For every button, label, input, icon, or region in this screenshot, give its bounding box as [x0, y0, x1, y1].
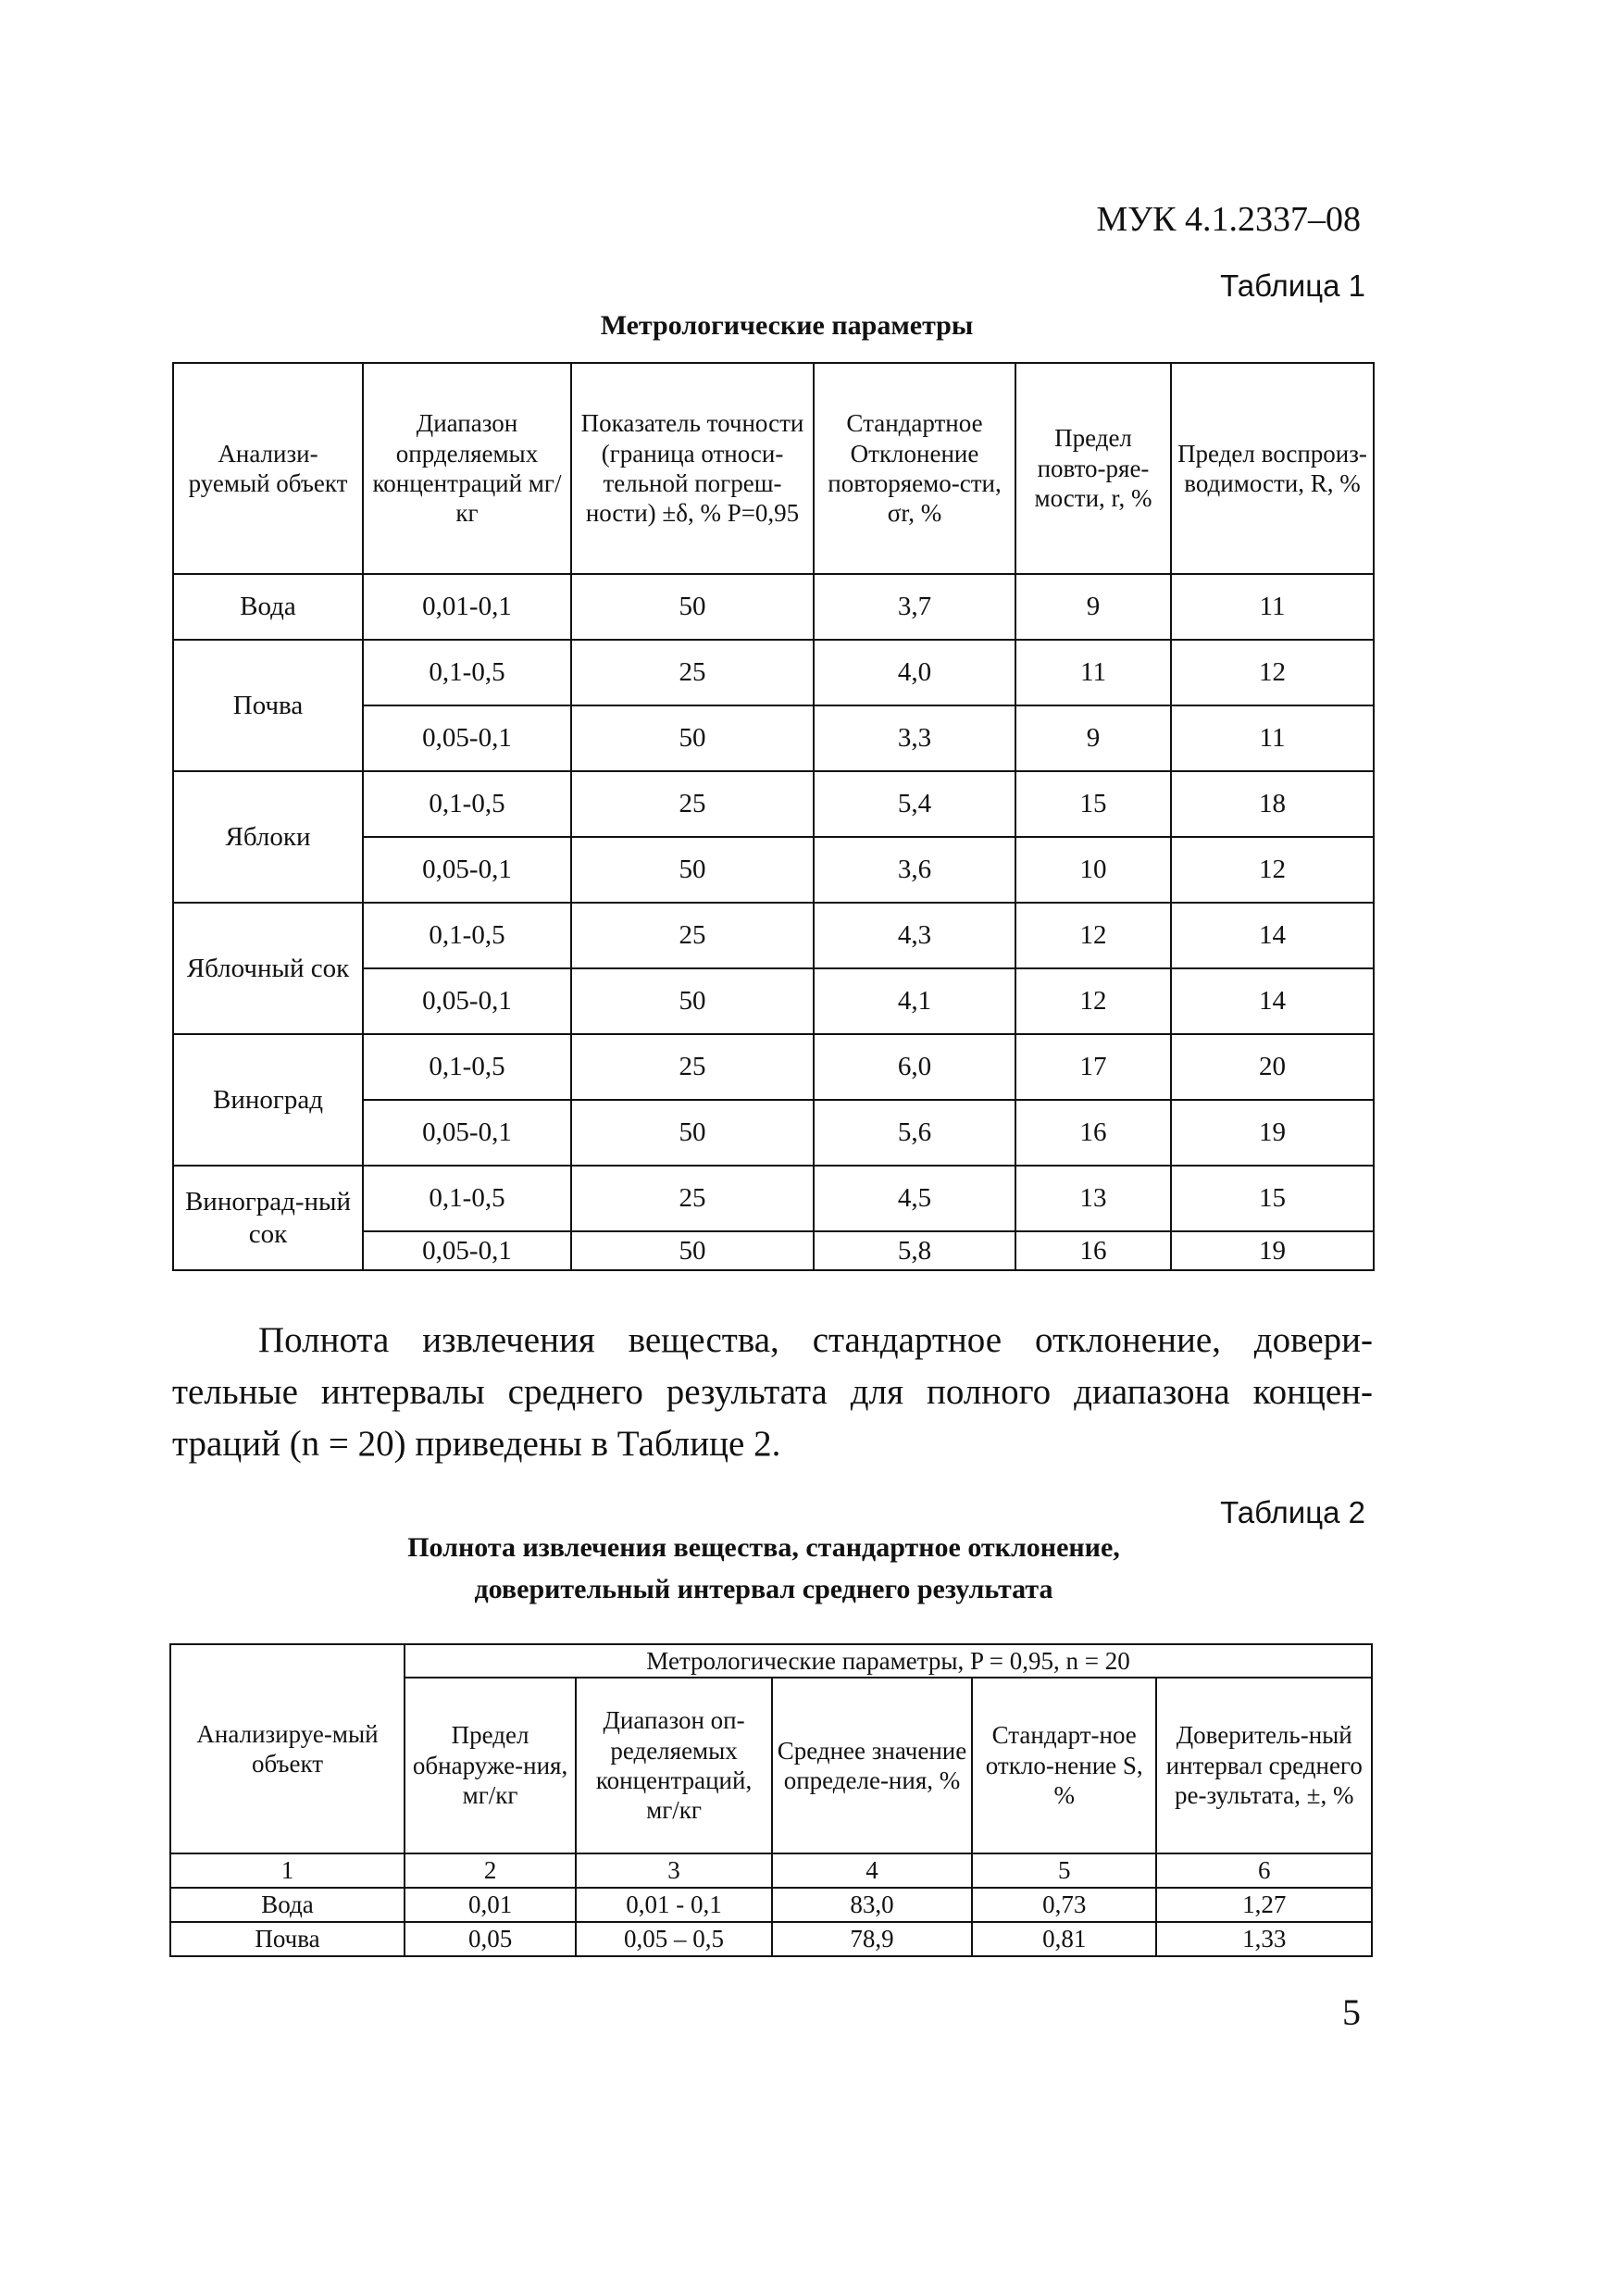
object-cell: Виноград [173, 1034, 363, 1166]
table-cell: 25 [571, 771, 814, 837]
object-cell: Яблочный сок [173, 903, 363, 1034]
metrology-table [172, 362, 1375, 1271]
table-cell: 78,9 [772, 1922, 972, 1956]
table-cell: 12 [1171, 837, 1374, 903]
table-cell: 19 [1171, 1100, 1374, 1166]
table-cell: 0,1-0,5 [363, 1034, 571, 1100]
table-cell: 3,6 [814, 837, 1015, 903]
table-cell: 50 [571, 1231, 814, 1270]
table-cell: 0,05-0,1 [363, 837, 571, 903]
table2-label: Таблица 2 [1220, 1495, 1365, 1529]
paragraph-line: траций (n = 20) приведены в Таблице 2. [172, 1424, 781, 1464]
group-header: Метрологические параметры, P = 0,95, n = 20 [405, 1644, 1372, 1678]
table2-title-line1: Полнота извлечения вещества, стандартное отклонение, [407, 1532, 1120, 1563]
table-cell: 0,1-0,5 [363, 1166, 571, 1231]
table-row [173, 1166, 1374, 1231]
paragraph-line: тельные интервалы среднего результата для полного диапазона концен- [172, 1372, 1373, 1412]
column-number: 4 [772, 1853, 972, 1888]
table-cell: 10 [1015, 837, 1171, 903]
column-header: Стандартное Отклонение повторяемо-сти, σr, % [814, 363, 1015, 574]
table-cell: 1,27 [1156, 1888, 1372, 1922]
table-cell: 0,1-0,5 [363, 640, 571, 705]
table-cell: 3,3 [814, 705, 1015, 771]
table-cell: 50 [571, 1100, 814, 1166]
object-cell: Вода [170, 1888, 405, 1922]
table-cell: 15 [1015, 771, 1171, 837]
column-number-row [170, 1853, 1372, 1888]
table-cell: 4,0 [814, 640, 1015, 705]
column-header: Диапазон опрделяемых концентраций мг/кг [363, 363, 571, 574]
table-cell: 0,1-0,5 [363, 771, 571, 837]
table-cell: 19 [1171, 1231, 1374, 1270]
table-cell: 4,3 [814, 903, 1015, 968]
table-header-row [170, 1644, 1372, 1678]
table-cell: 15 [1171, 1166, 1374, 1231]
table-cell: 0,01 [405, 1888, 576, 1922]
column-number: 2 [405, 1853, 576, 1888]
column-header: Предел воспроиз-водимости, R, % [1171, 363, 1374, 574]
table-cell: 25 [571, 1166, 814, 1231]
table2-title-line2: доверительный интервал среднего результата [474, 1574, 1053, 1604]
column-number: 5 [972, 1853, 1157, 1888]
column-number: 3 [576, 1853, 772, 1888]
table-cell: 25 [571, 903, 814, 968]
table-cell: 0,05 – 0,5 [576, 1922, 772, 1956]
table-cell: 11 [1171, 574, 1374, 640]
table1-title: Метрологические параметры [600, 310, 974, 341]
table-header-row [173, 363, 1374, 574]
table-cell: 4,5 [814, 1166, 1015, 1231]
table-cell: 16 [1015, 1231, 1171, 1270]
table-cell: 25 [571, 640, 814, 705]
table-cell: 0,05-0,1 [363, 1231, 571, 1270]
body-paragraph [172, 1315, 1373, 1470]
column-header: Среднее значение определе-ния, % [772, 1678, 972, 1853]
table-cell: 12 [1015, 968, 1171, 1034]
table-cell: 0,81 [972, 1922, 1157, 1956]
object-cell: Почва [173, 640, 363, 771]
table-cell: 12 [1015, 903, 1171, 968]
document-code: МУК 4.1.2337–08 [1096, 200, 1361, 239]
table-cell: 9 [1015, 705, 1171, 771]
table-cell: 4,1 [814, 968, 1015, 1034]
object-cell: Почва [170, 1922, 405, 1956]
table-row [173, 771, 1374, 837]
table-cell: 11 [1015, 640, 1171, 705]
table-cell: 83,0 [772, 1888, 972, 1922]
table-cell: 5,6 [814, 1100, 1015, 1166]
column-number: 6 [1156, 1853, 1372, 1888]
table-cell: 9 [1015, 574, 1171, 640]
object-cell: Виноград-ный сок [173, 1166, 363, 1270]
table-cell: 6,0 [814, 1034, 1015, 1100]
table-cell: 0,01 - 0,1 [576, 1888, 772, 1922]
table-cell: 0,73 [972, 1888, 1157, 1922]
table-cell: 20 [1171, 1034, 1374, 1100]
object-column-header: Анализируе-мый объект [170, 1644, 405, 1853]
column-header: Предел повто-ряе-мости, r, % [1015, 363, 1171, 574]
table-cell: 18 [1171, 771, 1374, 837]
table-cell: 50 [571, 837, 814, 903]
table-row [170, 1888, 1372, 1922]
table-cell: 0,01-0,1 [363, 574, 571, 640]
table1-label: Таблица 1 [1220, 268, 1365, 303]
column-header: Доверитель-ный интервал среднего ре-зультата, ±, % [1156, 1678, 1372, 1853]
column-header: Анализи-руемый объект [173, 363, 363, 574]
table-cell: 0,05 [405, 1922, 576, 1956]
object-cell: Яблоки [173, 771, 363, 903]
table-cell: 50 [571, 705, 814, 771]
object-cell: Вода [173, 574, 363, 640]
table-cell: 1,33 [1156, 1922, 1372, 1956]
table-cell: 17 [1015, 1034, 1171, 1100]
table-cell: 5,4 [814, 771, 1015, 837]
table-cell: 50 [571, 968, 814, 1034]
column-number: 1 [170, 1853, 405, 1888]
table-row [173, 574, 1374, 640]
table-cell: 0,05-0,1 [363, 968, 571, 1034]
table-row [173, 903, 1374, 968]
table-cell: 13 [1015, 1166, 1171, 1231]
table-cell: 25 [571, 1034, 814, 1100]
column-header: Предел обнаруже-ния, мг/кг [405, 1678, 576, 1853]
table-cell: 16 [1015, 1100, 1171, 1166]
table-cell: 0,1-0,5 [363, 903, 571, 968]
column-header: Диапазон оп-ределяемых концентраций, мг/кг [576, 1678, 772, 1853]
table-cell: 14 [1171, 968, 1374, 1034]
column-header: Показатель точности (граница относи-тельной погреш-ности) ±δ, % P=0,95 [571, 363, 814, 574]
table-cell: 0,05-0,1 [363, 1100, 571, 1166]
paragraph-line: Полнота извлечения вещества, стандартное отклонение, довери- [258, 1320, 1373, 1360]
table-cell: 5,8 [814, 1231, 1015, 1270]
page-number: 5 [1342, 1991, 1361, 2033]
table-row [173, 640, 1374, 705]
table-cell: 12 [1171, 640, 1374, 705]
table-cell: 0,05-0,1 [363, 705, 571, 771]
table-cell: 14 [1171, 903, 1374, 968]
table-row [173, 1034, 1374, 1100]
table-cell: 3,7 [814, 574, 1015, 640]
recovery-table [169, 1643, 1373, 1957]
column-header: Стандарт-ное откло-нение S, % [972, 1678, 1157, 1853]
table-cell: 11 [1171, 705, 1374, 771]
table-cell: 50 [571, 574, 814, 640]
table-row [170, 1922, 1372, 1956]
